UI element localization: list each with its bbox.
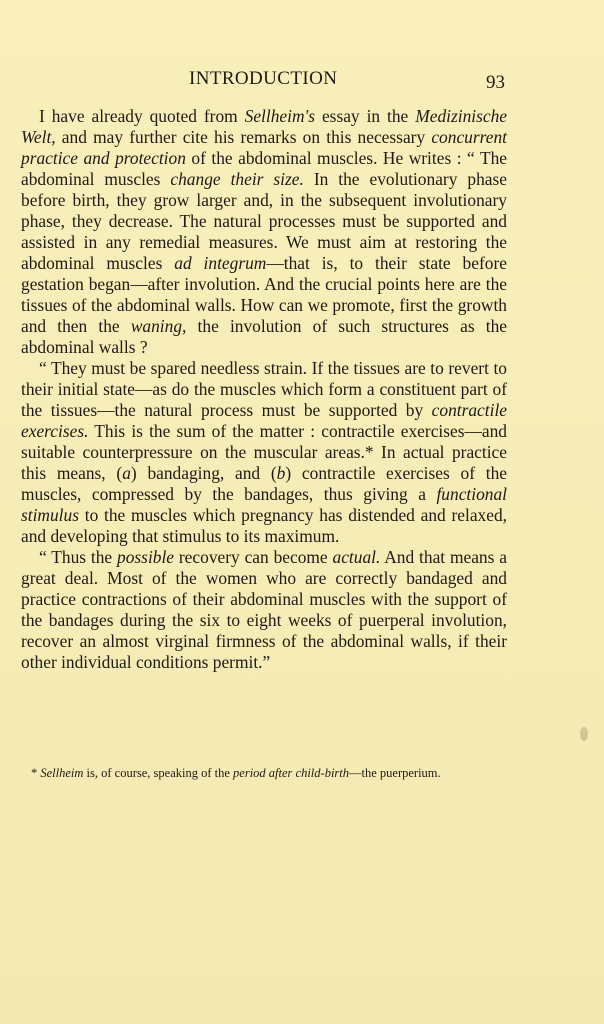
text-run: essay in the — [315, 106, 416, 126]
italic-run: waning, — [130, 316, 187, 336]
paragraph — [21, 547, 507, 673]
text-run: the involution of such structures as the abdominal walls ? — [21, 316, 508, 357]
text-run: “ Thus the — [39, 547, 118, 567]
text-run: In the evolutionary phase before birth, they grow larger and, in the subsequent involutionary phase, they decrease. The natural processes must be supported and assisted in any remedial measures. We must aim at restoring the abdominal muscles — [21, 169, 507, 273]
text-run: —that is, to their state before gestation began—after involution. And the crucial points here are the tissues of the abdominal walls. How can we promote, first the growth and then the — [21, 253, 507, 336]
text-run: is, of course, speaking of the — [83, 765, 234, 780]
italic-run: Sellheim's — [244, 106, 316, 126]
text-run: recovery can become — [174, 547, 333, 567]
text-run: —the puerperium. — [349, 765, 441, 780]
running-head — [0, 68, 604, 94]
text-run: And that means a great deal. Most of the women who are correctly bandaged and practice contractions of their abdominal muscles with the support of the bandages during the six to eight weeks of puerperal involution, recover an almost virginal firmness of the abdominal walls, if their other individual conditions permit.” — [21, 547, 507, 672]
italic-run: Sellheim — [40, 765, 84, 780]
paragraph — [21, 358, 507, 547]
italic-run: period after child-birth — [233, 765, 350, 780]
italic-run: actual. — [332, 547, 381, 567]
italic-run: b — [276, 463, 286, 483]
text-run: I have already quoted from — [39, 106, 245, 126]
text-run: ) contractile exercises of the muscles, compressed by the bandages, thus giving a — [21, 463, 508, 504]
page-smudge — [580, 727, 588, 741]
body-text — [21, 106, 507, 673]
italic-run: a — [122, 463, 131, 483]
text-run: “ They must be spared needless strain. If the tissues are to revert to their initial state—as do the muscles which form a constituent part of the tissues—the natural process must be supported by — [21, 358, 507, 420]
italic-run: change their size. — [170, 169, 304, 189]
running-title: INTRODUCTION — [189, 68, 338, 89]
italic-run: concurrent practice and protection — [21, 127, 507, 168]
footnote — [21, 765, 507, 782]
italic-run: ad integrum — [174, 253, 267, 273]
italic-run: functional stimulus — [21, 484, 507, 525]
paragraph — [21, 106, 507, 358]
text-run: of the abdominal muscles. He writes : “ The abdominal muscles — [21, 148, 507, 189]
text-run: This is the sum of the matter : contractile exercises—and suitable counterpressure on the muscular areas.* In actual practice this means, ( — [21, 421, 507, 483]
italic-run: Medizinische Welt, — [21, 106, 507, 147]
text-run: ) bandaging, and ( — [130, 463, 277, 483]
text-run: * — [31, 765, 41, 780]
page-number: 93 — [486, 72, 505, 93]
text-run: to the muscles which pregnancy has distended and relaxed, and developing that stimulus to its maximum. — [21, 505, 507, 546]
italic-run: possible — [117, 547, 175, 567]
text-run: and may further cite his remarks on this necessary — [55, 127, 432, 147]
italic-run: contractile exercises. — [21, 400, 507, 441]
